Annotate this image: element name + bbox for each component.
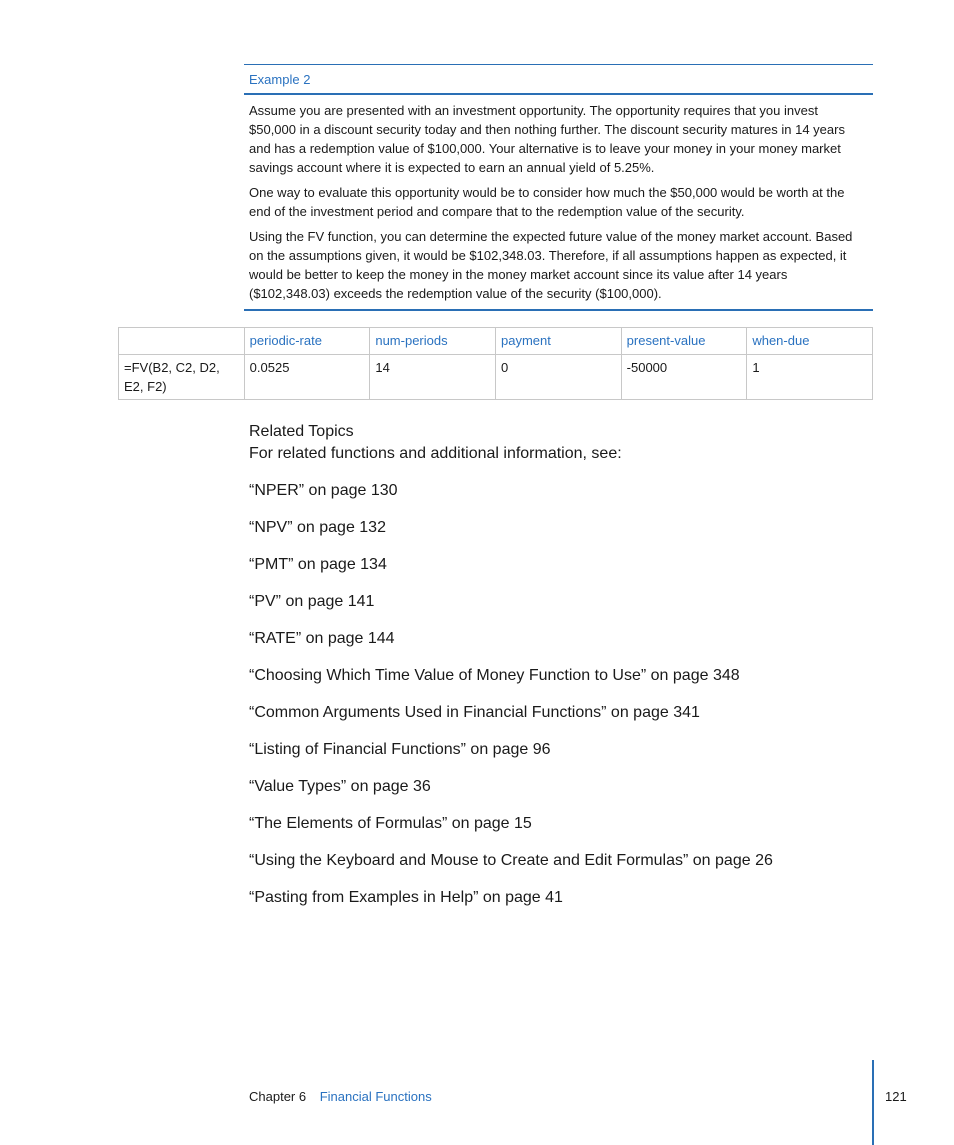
table-header-row xyxy=(119,328,873,355)
related-topics-intro: For related functions and additional information, see: xyxy=(249,445,622,462)
footer-chapter: Chapter 6 xyxy=(249,1089,307,1104)
related-topic-link[interactable]: “Using the Keyboard and Mouse to Create and Edit Formulas” on page 26 xyxy=(249,852,773,869)
table-cell: 1 xyxy=(747,355,873,400)
related-topic-link[interactable]: “Common Arguments Used in Financial Functions” on page 341 xyxy=(249,704,700,721)
table-header-cell: when-due xyxy=(747,328,873,355)
table-header-cell: present-value xyxy=(621,328,747,355)
example-paragraph: Assume you are presented with an investment opportunity. The opportunity requires that you invest $50,000 in a discount security today and then nothing further. The discount security matures in 14 years and has a redemption value of $100,000. Your alternative is to leave your money in your money market savings account where it is expected to earn an annual yield of 5.25%. xyxy=(249,103,845,175)
related-topic-link[interactable]: “RATE” on page 144 xyxy=(249,630,395,647)
example-body xyxy=(244,95,873,311)
table-cell: -50000 xyxy=(621,355,747,400)
related-topics-heading: Related Topics xyxy=(249,423,354,440)
page-number: 121 xyxy=(885,1089,907,1104)
table-header-cell: payment xyxy=(495,328,621,355)
related-topic-link[interactable]: “Pasting from Examples in Help” on page 41 xyxy=(249,889,563,906)
related-topic-link[interactable]: “Listing of Financial Functions” on page 96 xyxy=(249,741,551,758)
example-paragraph: One way to evaluate this opportunity would be to consider how much the $50,000 would be worth at the end of the investment period and compare that to the redemption value of the security. xyxy=(249,185,845,219)
table-cell: 14 xyxy=(370,355,496,400)
fv-example-table xyxy=(118,327,873,400)
table-header-cell: num-periods xyxy=(370,328,496,355)
footer-section-link[interactable]: Financial Functions xyxy=(319,1089,432,1104)
footer-divider xyxy=(872,1060,874,1145)
example-paragraph: Using the FV function, you can determine the expected future value of the money market account. Based on the assumptions given, it would be $102,348.03. Therefore, if all assumptions happen as expected, it would be better to keep the money in the money market account since its value after 14 years ($102,348.03) exceeds the redemption value of the security ($100,000). xyxy=(249,229,853,301)
table-cell: 0 xyxy=(495,355,621,400)
related-topic-link[interactable]: “PV” on page 141 xyxy=(249,593,375,610)
page-footer xyxy=(249,1087,432,1107)
related-topic-link[interactable]: “PMT” on page 134 xyxy=(249,556,387,573)
table-row xyxy=(119,355,873,400)
related-topic-link[interactable]: “The Elements of Formulas” on page 15 xyxy=(249,815,532,832)
related-topics-section xyxy=(249,421,869,924)
related-topic-link[interactable]: “NPV” on page 132 xyxy=(249,519,386,536)
table-cell: 0.0525 xyxy=(244,355,370,400)
table-cell-formula: =FV(B2, C2, D2, E2, F2) xyxy=(119,355,245,400)
related-topics-list xyxy=(249,480,869,924)
table-header-cell: periodic-rate xyxy=(244,328,370,355)
table-header-cell xyxy=(119,328,245,355)
example-box xyxy=(244,64,873,311)
example-title: Example 2 xyxy=(244,65,873,95)
related-topic-link[interactable]: “NPER” on page 130 xyxy=(249,482,398,499)
related-topic-link[interactable]: “Choosing Which Time Value of Money Function to Use” on page 348 xyxy=(249,667,740,684)
related-topic-link[interactable]: “Value Types” on page 36 xyxy=(249,778,431,795)
